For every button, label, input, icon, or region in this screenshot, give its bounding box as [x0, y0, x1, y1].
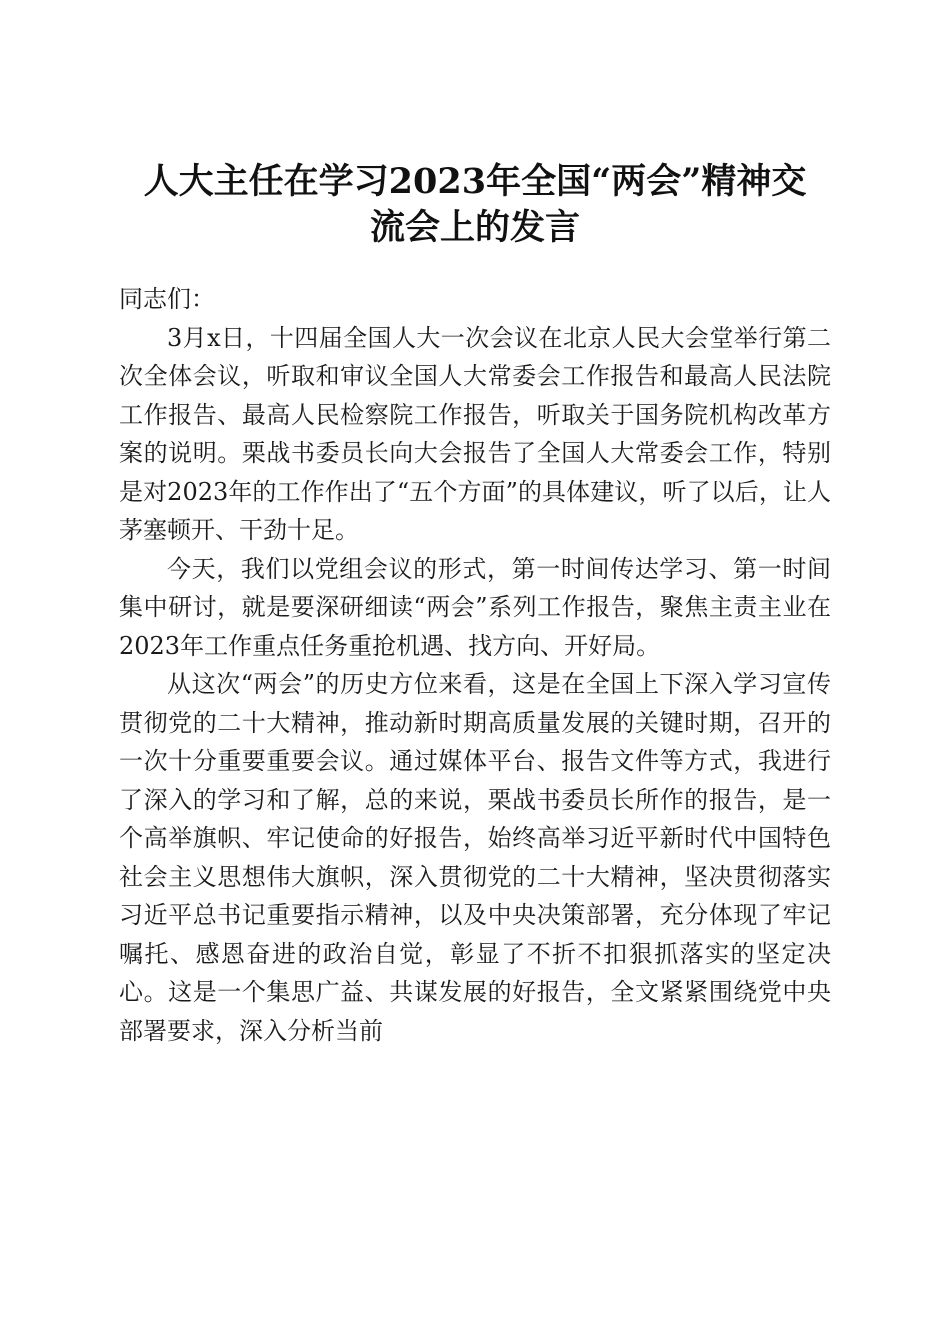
salutation: 同志们：	[119, 285, 215, 313]
title-line-1: 人大主任在学习2023年全国“两会”精神交	[143, 161, 807, 203]
paragraph-2: 今天，我们以党组会议的形式，第一时间传达学习、第一时间集中研讨，就是要深研细读“两会”系列工作报告，聚焦主责主业在2023年工作重点任务重抢机遇、找方向、开好局。	[119, 554, 831, 660]
paragraph-1: 3月x日，十四届全国人大一次会议在北京人民大会堂举行第二次全体会议，听取和审议全国人大常委会工作报告和最高人民法院工作报告、最高人民检察院工作报告，听取关于国务院机构改革方案的说明。栗战书委员长向大会报告了全国人大常委会工作，特别是对2023年的工作作出了“五个方面”的具体建议，听了以后，让人茅塞顿开、干劲十足。	[119, 323, 831, 544]
document-body	[119, 280, 831, 1050]
paragraph-3: 从这次“两会”的历史方位来看，这是在全国上下深入学习宣传贯彻党的二十大精神，推动新时期高质量发展的关键时期，召开的一次十分重要重要会议。通过媒体平台、报告文件等方式，我进行了深入的学习和了解，总的来说，栗战书委员长所作的报告，是一个高举旗帜、牢记使命的好报告，始终高举习近平新时代中国特色社会主义思想伟大旗帜，深入贯彻党的二十大精神，坚决贯彻落实习近平总书记重要指示精神，以及中央决策部署，充分体现了牢记嘱托、感恩奋进的政治自觉，彰显了不折不扣狠抓落实的坚定决心。这是一个集思广益、共谋发展的好报告，全文紧紧围绕党中央部署要求，深入分析当前	[119, 670, 831, 1045]
document-title	[100, 159, 850, 251]
title-line-2: 流会上的发言	[369, 207, 580, 249]
